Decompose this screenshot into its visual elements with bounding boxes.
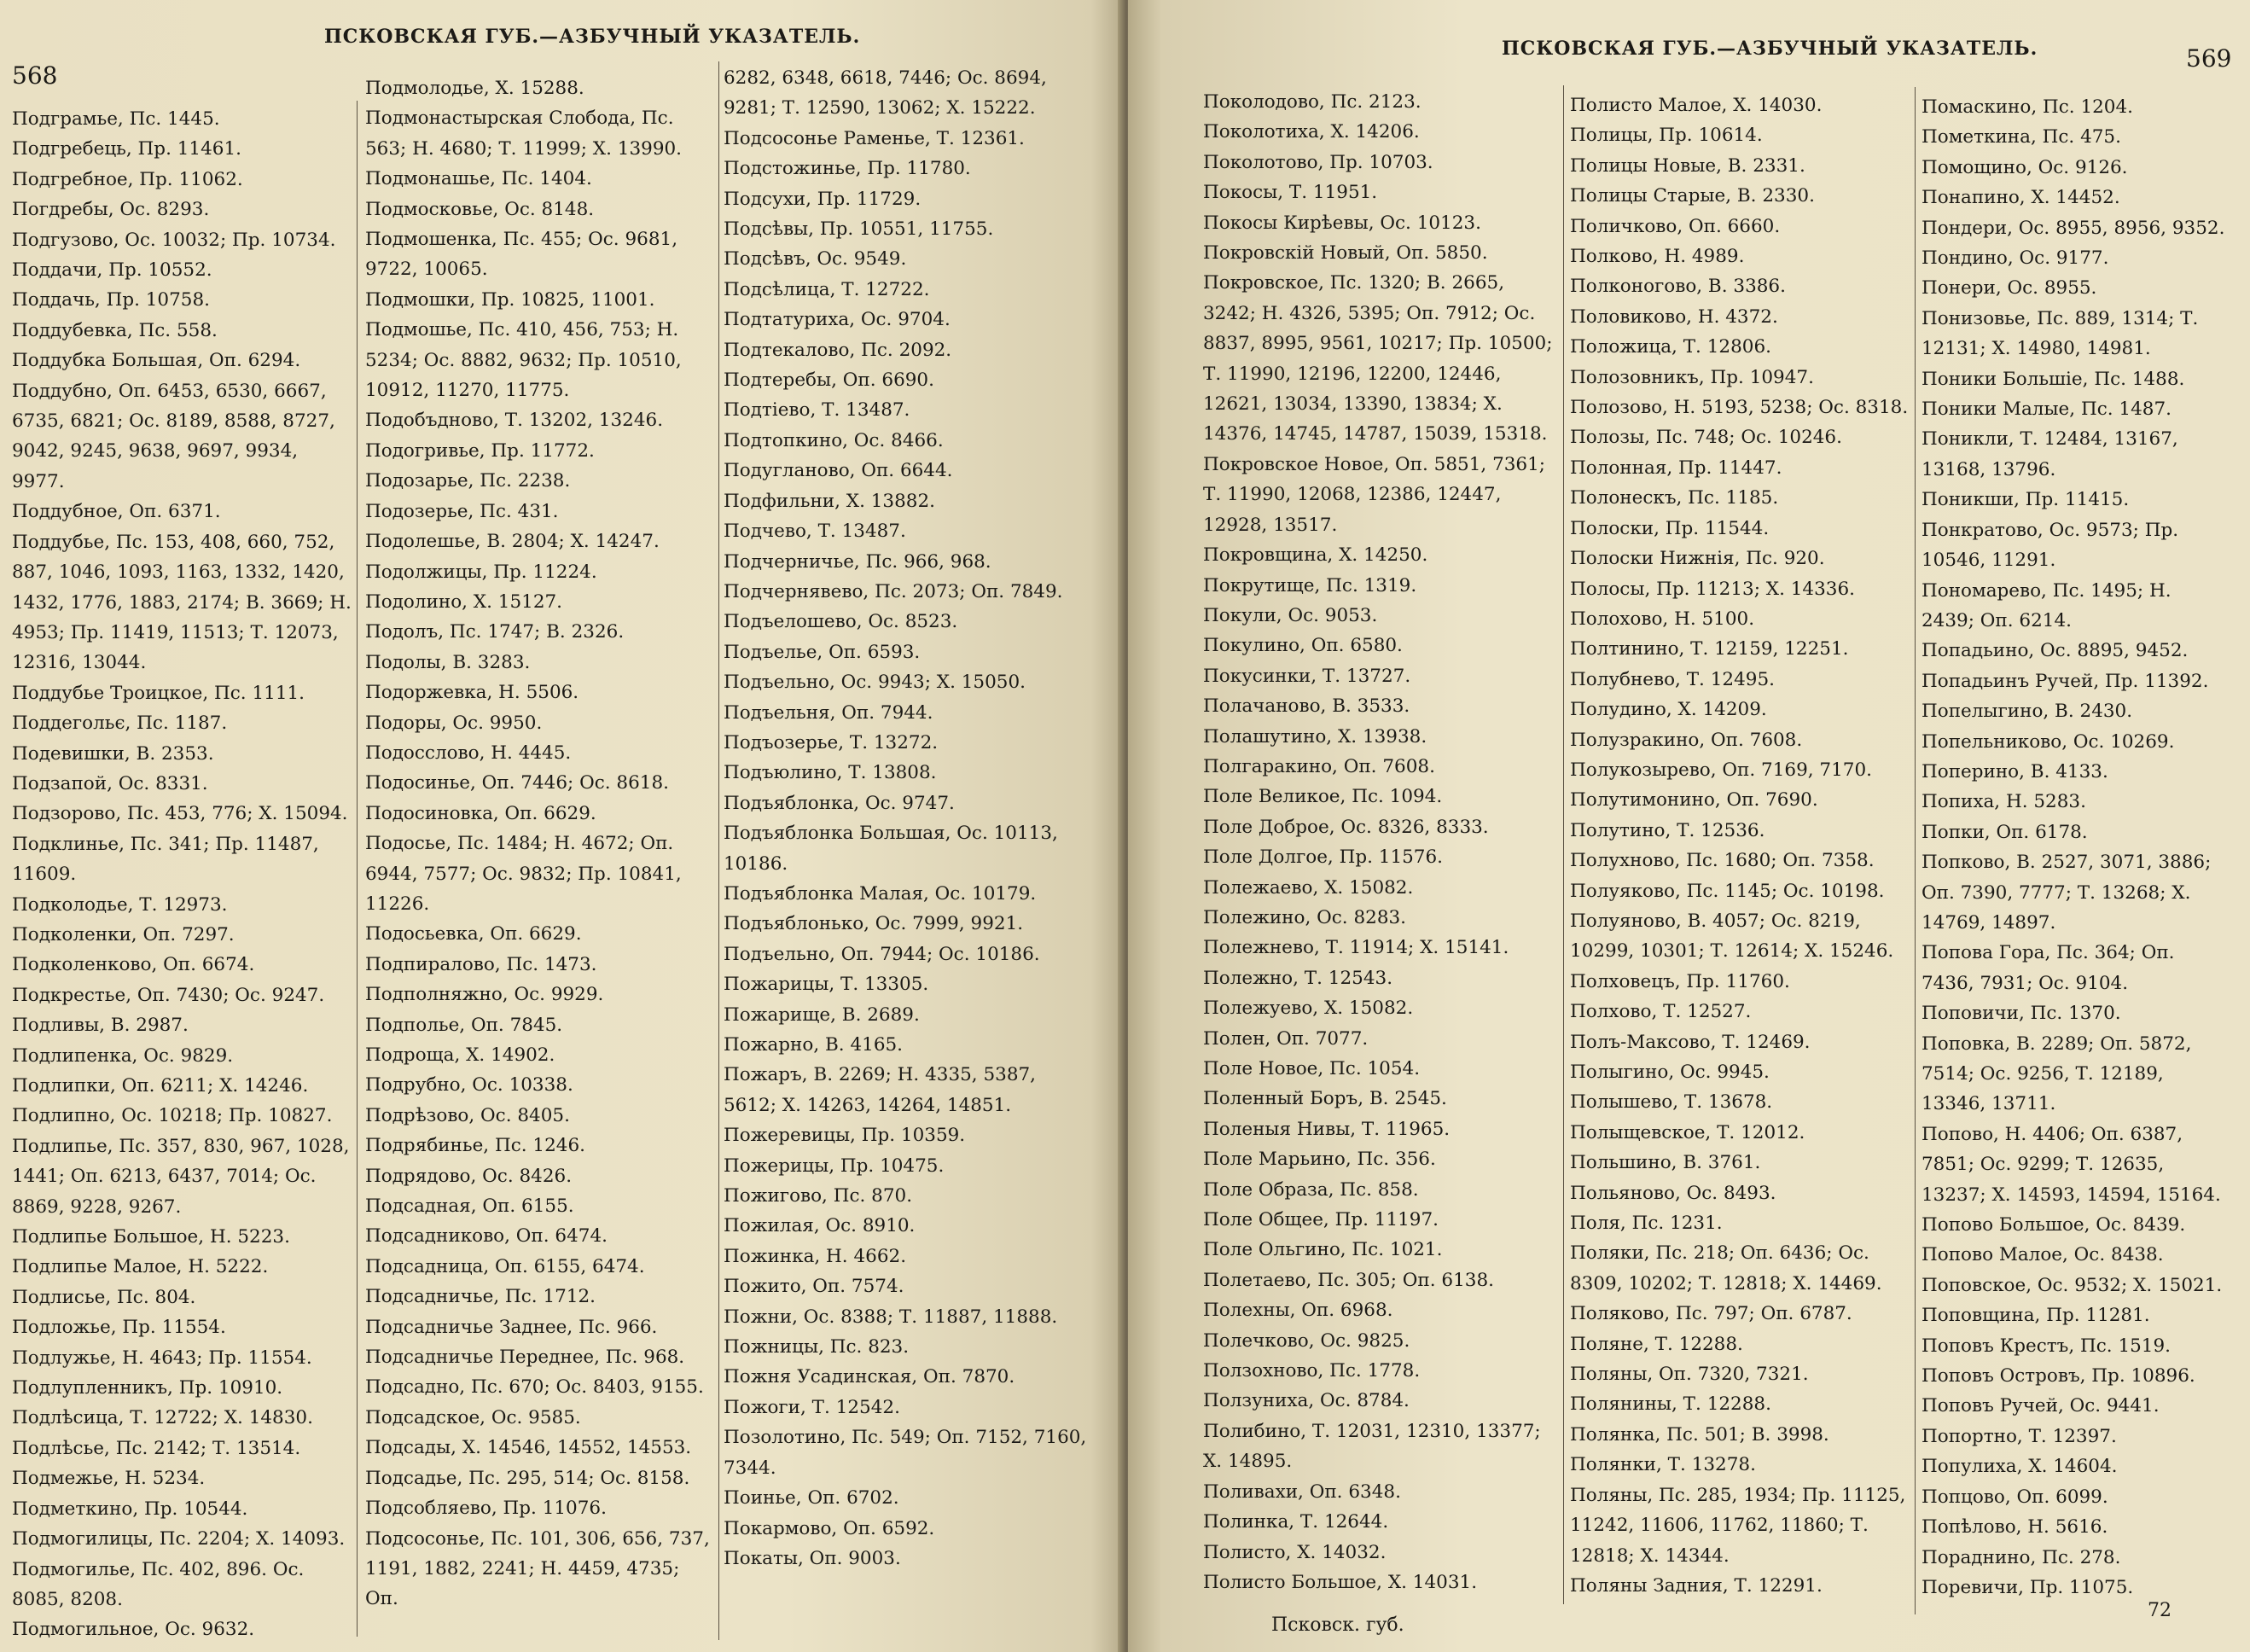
index-entry: Полехны, Оп. 6968. [1203, 1300, 1393, 1322]
page-footer-left: Псковск. губ. [1271, 1614, 1404, 1636]
index-entry: Полухново, Пс. 1680; Оп. 7358. [1570, 850, 1875, 872]
index-entry: Поповка, В. 2289; Оп. 5872, 7514; Ос. 9256, Т. 12189, 13346, 13711. [1922, 1032, 2192, 1115]
index-entry: Полгаракино, Оп. 7608. [1203, 755, 1435, 777]
index-entry: Пожаръ, В. 2269; Н. 4335, 5387, 5612; Х. 14263, 14264, 14851. [724, 1064, 1037, 1116]
page-footer-number: 72 [2148, 1600, 2172, 1621]
index-entry: Поинье, Оп. 6702. [724, 1487, 899, 1509]
index-entry: Пожарно, В. 4165. [724, 1034, 904, 1056]
index-entry: Подозерье, Пс. 431. [365, 500, 559, 522]
index-entry: Полково, Н. 4989. [1570, 246, 1745, 268]
index-entry: Подолы, В. 3283. [365, 651, 531, 673]
index-entry: Подмогилицы, Пс. 2204; Х. 14093. [12, 1528, 346, 1550]
index-entry: Поливахи, Оп. 6348. [1203, 1480, 1401, 1503]
index-entry: Полянка, Пс. 501; В. 3998. [1570, 1423, 1829, 1446]
index-entry: Подогривье, Пр. 11772. [365, 439, 595, 462]
index-entry: Поколодово, Пс. 2123. [1203, 91, 1422, 113]
index-entry: Подмошки, Пр. 10825, 11001. [365, 288, 655, 311]
index-entry: Подсадничье, Пс. 1712. [365, 1286, 596, 1308]
index-entry: Пожни, Ос. 8388; Т. 11887, 11888. [724, 1306, 1058, 1328]
index-entry: Полуяново, В. 4057; Ос. 8219, 10299, 10301; Т. 12614; Х. 15246. [1570, 910, 1894, 963]
index-entry: Полукозырево, Оп. 7169, 7170. [1570, 759, 1872, 781]
index-entry: Пондино, Ос. 9177. [1922, 247, 2109, 270]
index-entry: Подъельно, Оп. 7944; Ос. 10186. [724, 943, 1040, 965]
index-entry: Понери, Ос. 8955. [1922, 277, 2097, 300]
index-entry: Подгузово, Ос. 10032; Пр. 10734. [12, 229, 336, 251]
index-entry: Полутино, Т. 12536. [1570, 819, 1765, 841]
index-entry: Покармово, Оп. 6592. [724, 1517, 935, 1539]
right-page [1128, 0, 2250, 1652]
index-entry: Подъелошево, Ос. 8523. [724, 611, 958, 633]
index-entry: Подевишки, В. 2353. [12, 742, 214, 765]
index-entry: Подолъ, Пс. 1747; В. 2326. [365, 621, 625, 643]
index-entry: Помаскино, Пс. 1204. [1922, 96, 2133, 118]
index-entry: Поле Долгое, Пр. 11576. [1203, 846, 1444, 869]
index-entry: Поличково, Оп. 6660. [1570, 215, 1781, 237]
index-entry: Покусинки, Т. 13727. [1203, 665, 1411, 687]
index-entry: Поколотово, Пр. 10703. [1203, 151, 1433, 173]
index-entry: Полхово, Т. 12527. [1570, 1001, 1752, 1023]
index-entry: Подлипье Малое, Н. 5222. [12, 1256, 269, 1278]
index-entry: Поле Марьино, Пс. 356. [1203, 1149, 1436, 1171]
index-entry: Польяново, Ос. 8493. [1570, 1182, 1776, 1204]
index-entry: Полузракино, Оп. 7608. [1570, 729, 1803, 751]
index-entry: Поники Малые, Пс. 1487. [1922, 398, 2172, 421]
index-entry: Полонескъ, Пс. 1185. [1570, 487, 1779, 509]
index-entry: Подъяблонка Малая, Ос. 10179. [724, 882, 1037, 905]
index-entry: Поревичи, Пр. 11075. [1922, 1576, 2134, 1598]
index-entry: Подрядово, Ос. 8426. [365, 1165, 573, 1187]
index-entry: Подсадничье Заднее, Пс. 966. [365, 1316, 658, 1338]
index-entry: Подсѣвъ, Ос. 9549. [724, 248, 907, 270]
index-entry: Подлужье, Н. 4643; Пр. 11554. [12, 1347, 312, 1369]
index-entry: Подчерничье, Пс. 966, 968. [724, 550, 991, 573]
index-entry: Попцово, Оп. 6099. [1922, 1486, 2108, 1508]
index-entry: Подгребное, Пр. 11062. [12, 168, 243, 190]
index-entry: Подполье, Оп. 7845. [365, 1014, 563, 1036]
column-divider [357, 101, 358, 1637]
index-entry: Попово Большое, Ос. 8439. [1922, 1214, 2186, 1236]
index-entry: Поляне, Т. 12288. [1570, 1333, 1743, 1355]
index-entry: Помощино, Ос. 9126. [1922, 156, 2128, 178]
index-entry: Подмонашье, Пс. 1404. [365, 168, 592, 190]
index-entry: Подсосонье Раменье, Т. 12361. [724, 127, 1025, 149]
index-entry: Подлипно, Ос. 10218; Пр. 10827. [12, 1105, 333, 1127]
index-entry: Попадьинъ Ручей, Пр. 11392. [1922, 670, 2209, 692]
index-entry: Покровское, Пс. 1320; В. 2665, 3242; Н. 4326, 5395; Оп. 7912; Ос. 8837, 8995, 9561, 10217; Пр. 10500; Т. 11990, 12196, 12200, 12446, 12621, 13034, 13390, 13834; Х. 14376, 14745, 14787, 15039, 15318. [1203, 272, 1553, 445]
index-entry: Подъельня, Оп. 7944. [724, 701, 933, 724]
index-entry: Полинка, Т. 12644. [1203, 1511, 1389, 1533]
index-entry: Подтеребы, Оп. 6690. [724, 369, 934, 392]
index-entry: Подроща, Х. 14902. [365, 1044, 555, 1066]
index-entry: Полохово, Н. 5100. [1570, 608, 1755, 630]
index-entry: Подъелье, Оп. 6593. [724, 641, 921, 663]
index-entry: Покровскій Новый, Оп. 5850. [1203, 242, 1488, 265]
index-entry: Подсосонье, Пс. 101, 306, 656, 737, 1191, 1882, 2241; Н. 4459, 4735; Оп. [365, 1527, 710, 1610]
index-entry: Подъюлино, Т. 13808. [724, 762, 937, 784]
index-entry: Поле Образа, Пс. 858. [1203, 1178, 1419, 1201]
index-entry: Подосиновка, Оп. 6629. [365, 802, 596, 824]
index-entry: Полачаново, В. 3533. [1203, 695, 1410, 718]
column-divider [1915, 87, 1916, 1614]
index-entry: Полисто Малое, Х. 14030. [1570, 95, 1823, 116]
index-entry: Положица, Т. 12806. [1570, 336, 1771, 358]
page-header-right: ПСКОВСКАЯ ГУБ.—АЗБУЧНЫЙ УКАЗАТЕЛЬ. [1502, 38, 2038, 60]
index-entry: Позолотино, Пс. 549; Оп. 7152, 7160, 7344. [724, 1427, 1087, 1479]
index-entry: Попельниково, Ос. 10269. [1922, 730, 2175, 753]
index-entry: Подсѣлица, Т. 12722. [724, 278, 930, 300]
index-entry: Подтіево, Т. 13487. [724, 399, 910, 422]
index-entry: Полицы Новые, В. 2331. [1570, 154, 1805, 177]
index-entry: Подмосковье, Ос. 8148. [365, 198, 595, 220]
index-entry: Полежино, Ос. 8283. [1203, 906, 1407, 928]
index-entry: Полубнево, Т. 12495. [1570, 668, 1775, 690]
index-entry: Полтинино, Т. 12159, 12251. [1570, 638, 1849, 660]
index-entry: Погдребы, Ос. 8293. [12, 199, 210, 221]
index-entry: Понкратово, Ос. 9573; Пр. 10546, 11291. [1922, 519, 2179, 572]
index-entry: Подсадье, Пс. 295, 514; Ос. 8158. [365, 1467, 690, 1489]
index-entry: Подолжицы, Пр. 11224. [365, 561, 597, 583]
index-entry: Попортно, Т. 12397. [1922, 1425, 2117, 1447]
index-entry: Подметкино, Пр. 10544. [12, 1498, 248, 1520]
index-entry: Ползохново, Пс. 1778. [1203, 1360, 1421, 1382]
index-entry: Подкрестье, Оп. 7430; Ос. 9247. [12, 984, 325, 1006]
index-entry: Подсадское, Ос. 9585. [365, 1406, 581, 1428]
index-entry: Полуяково, Пс. 1145; Ос. 10198. [1570, 880, 1885, 902]
index-entry: Пономарево, Пс. 1495; Н. 2439; Оп. 6214. [1922, 579, 2172, 631]
index-entry: Пораднино, Пс. 278. [1922, 1546, 2121, 1568]
index-entry: Попѣлово, Н. 5616. [1922, 1516, 2108, 1539]
index-entry: Полыгино, Ос. 9945. [1570, 1062, 1770, 1083]
index-entry: Пожня Усадинская, Оп. 7870. [724, 1366, 1015, 1388]
index-entry: Поповъ Крестъ, Пс. 1519. [1922, 1335, 2172, 1357]
index-entry: Поколотиха, Х. 14206. [1203, 121, 1420, 143]
index-entry: Покули, Ос. 9053. [1203, 604, 1378, 626]
index-entry: Поддегольє, Пс. 1187. [12, 713, 228, 735]
index-entry: Пожилая, Ос. 8910. [724, 1215, 916, 1237]
index-entry: Подсобляево, Пр. 11076. [365, 1498, 607, 1520]
index-entry: Поленыя Нивы, Т. 11965. [1203, 1118, 1451, 1140]
index-entry: Покровщина, Х. 14250. [1203, 544, 1428, 567]
index-entry: Подъозерье, Т. 13272. [724, 731, 939, 753]
index-entry: Пожницы, Пс. 823. [724, 1336, 910, 1358]
index-entry: Подлипки, Оп. 6211; Х. 14246. [12, 1075, 309, 1096]
index-entry: Подполняжно, Ос. 9929. [365, 984, 604, 1006]
index-entry: Подмонастырская Слобода, Пс. 563; Н. 4680; Т. 11999; Х. 13990. [365, 108, 683, 160]
index-entry: Подоры, Ос. 9950. [365, 712, 543, 734]
index-entry: Попово Малое, Ос. 8438. [1922, 1244, 2164, 1266]
index-entry: Подъяблонка, Ос. 9747. [724, 792, 955, 814]
index-entry: Подстожинье, Пр. 11780. [724, 158, 971, 180]
index-entry: Польшино, В. 3761. [1570, 1152, 1761, 1174]
index-entry: Пометкина, Пс. 475. [1922, 126, 2121, 148]
index-entry: Поповъ Ручей, Ос. 9441. [1922, 1395, 2160, 1417]
index-entry: Подобъдново, Т. 13202, 13246. [365, 410, 664, 432]
index-entry: Популиха, Х. 14604. [1922, 1456, 2118, 1478]
index-entry: Поперино, В. 4133. [1922, 760, 2108, 782]
index-entry: Подлисье, Пс. 804. [12, 1286, 196, 1308]
index-entry: Половиково, Н. 4372. [1570, 305, 1778, 328]
index-entry: Поповщина, Пр. 11281. [1922, 1305, 2150, 1327]
index-entry: Попки, Оп. 6178. [1922, 821, 2088, 843]
index-entry: Поники Большіе, Пс. 1488. [1922, 368, 2185, 390]
index-entry: Подлѣсье, Пс. 2142; Т. 13514. [12, 1437, 301, 1459]
index-entry: Полыщевское, Т. 12012. [1570, 1121, 1805, 1143]
index-entry: Подосьевка, Оп. 6629. [365, 923, 582, 945]
index-entry: 6282, 6348, 6618, 7446; Ос. 8694, 9281; Т. 12590, 13062; Х. 15222. [724, 67, 1047, 119]
index-entry: Пожито, Оп. 7574. [724, 1276, 904, 1298]
index-entry: Пондери, Ос. 8955, 8956, 9352. [1922, 217, 2225, 239]
index-entry: Полашутино, Х. 13938. [1203, 725, 1427, 747]
index-entry: Подмогильное, Ос. 9632. [12, 1619, 255, 1641]
index-entry: Попово, Н. 4406; Оп. 6387, 7851; Ос. 9299; Т. 12635, 13237; Х. 14593, 14594, 15164. [1922, 1123, 2221, 1206]
index-entry: Подлѣсица, Т. 12722; Х. 14830. [12, 1407, 313, 1429]
index-entry: Подсухи, Пр. 11729. [724, 188, 922, 210]
index-entry: Покосы, Т. 11951. [1203, 182, 1378, 204]
index-entry: Попова Гора, Пс. 364; Оп. 7436, 7931; Ос. 9104. [1922, 942, 2175, 994]
index-entry: Полоски, Пр. 11544. [1570, 517, 1770, 539]
index-entry: Подлипье, Пс. 357, 830, 967, 1028, 1441; Оп. 6213, 6437, 7014; Ос. 8869, 9228, 9267. [12, 1135, 350, 1218]
page-number-left: 568 [12, 61, 58, 90]
index-entry: Подсадно, Пс. 670; Ос. 8403, 9155. [365, 1376, 704, 1399]
index-entry: Полечково, Ос. 9825. [1203, 1329, 1410, 1352]
index-entry: Полозовникъ, Пр. 10947. [1570, 366, 1814, 388]
index-entry: Полутимонино, Оп. 7690. [1570, 789, 1818, 811]
index-entry: Поддубье, Пс. 153, 408, 660, 752, 887, 1046, 1093, 1163, 1332, 1420, 1432, 1776, 1883, 2174; В. 3669; Н. 4953; Пр. 11419, 11513; Т. 12073, 12316, 13044. [12, 531, 352, 674]
index-entry: Подтопкино, Ос. 8466. [724, 429, 944, 451]
index-entry: Подгребець, Пр. 11461. [12, 138, 241, 160]
index-entry: Поддачь, Пр. 10758. [12, 289, 210, 311]
index-entry: Подугланово, Оп. 6644. [724, 460, 953, 482]
index-entry: Полежнево, Т. 11914; Х. 15141. [1203, 937, 1509, 959]
index-entry: Подколенки, Оп. 7297. [12, 923, 235, 945]
index-entry: Ползуниха, Ос. 8784. [1203, 1390, 1410, 1412]
index-entry: Подклинье, Пс. 341; Пр. 11487, 11609. [12, 833, 319, 886]
index-entry: Полянки, Т. 13278. [1570, 1454, 1756, 1476]
index-entry: Полетаево, Пс. 305; Оп. 6138. [1203, 1269, 1494, 1291]
index-entry: Покаты, Оп. 9003. [724, 1547, 901, 1569]
index-entry: Подчево, Т. 13487. [724, 521, 906, 543]
index-entry: Попелыгино, В. 2430. [1922, 701, 2133, 723]
index-entry: Подрубно, Ос. 10338. [365, 1074, 573, 1096]
index-entry: Полконогово, В. 3386. [1570, 276, 1786, 298]
index-entry: Покровское Новое, Оп. 5851, 7361; Т. 11990, 12068, 12386, 12447, 12928, 13517. [1203, 453, 1546, 536]
index-entry: Полежно, Т. 12543. [1203, 967, 1393, 989]
index-entry: Подмолодье, Х. 15288. [365, 78, 584, 99]
index-entry: Поляки, Пс. 218; Оп. 6436; Ос. 8309, 10202; Т. 12818; Х. 14469. [1570, 1242, 1882, 1294]
index-entry: Попадьино, Ос. 8895, 9452. [1922, 640, 2189, 662]
index-entry: Подложье, Пр. 11554. [12, 1317, 226, 1339]
index-entry: Подсады, Х. 14546, 14552, 14553. [365, 1437, 692, 1459]
index-entry: Поляны, Пс. 285, 1934; Пр. 11125, 11242, 11606, 11762, 11860; Т. 12818; Х. 14344. [1570, 1484, 1906, 1567]
index-entry: Подколенково, Оп. 6674. [12, 954, 255, 976]
left-column-1 [12, 104, 353, 1645]
index-entry: Подлипенка, Ос. 9829. [12, 1044, 234, 1067]
index-entry: Попиха, Н. 5283. [1922, 791, 2086, 813]
index-entry: Подлипье Большое, Н. 5223. [12, 1226, 290, 1248]
index-entry: Подфильни, Х. 13882. [724, 490, 935, 512]
index-entry: Подмежье, Н. 5234. [12, 1468, 206, 1490]
index-entry: Поле Ольгино, Пс. 1021. [1203, 1239, 1443, 1261]
index-entry: Пожинка, Н. 4662. [724, 1245, 907, 1267]
index-entry: Поповъ Островъ, Пр. 10896. [1922, 1365, 2195, 1387]
index-entry: Пожерицы, Пр. 10475. [724, 1155, 945, 1177]
right-column-3 [1922, 92, 2229, 1603]
index-entry: Подливы, В. 2987. [12, 1015, 189, 1037]
index-entry: Подмогилье, Пс. 402, 896. Ос. 8085, 8208. [12, 1558, 305, 1610]
index-entry: Полибино, Т. 12031, 12310, 13377; Х. 14895. [1203, 1420, 1541, 1473]
index-entry: Поляны, Оп. 7320, 7321. [1570, 1364, 1809, 1386]
page-header-left: ПСКОВСКАЯ ГУБ.—АЗБУЧНЫЙ УКАЗАТЕЛЬ. [324, 26, 861, 48]
index-entry: Покосы Кирѣевы, Ос. 10123. [1203, 212, 1481, 234]
index-entry: Подпиралово, Пс. 1473. [365, 953, 597, 975]
index-entry: Подсадница, Оп. 6155, 6474. [365, 1255, 645, 1277]
index-entry: Подозарье, Пс. 2238. [365, 470, 571, 492]
index-entry: Полонная, Пр. 11447. [1570, 457, 1782, 479]
index-entry: Подчернявево, Пс. 2073; Оп. 7849. [724, 580, 1063, 602]
index-entry: Пожарицы, Т. 13305. [724, 974, 929, 996]
index-entry: Полъ-Максово, Т. 12469. [1570, 1031, 1811, 1053]
index-entry: Попково, В. 2527, 3071, 3886; Оп. 7390, 7777; Т. 13268; Х. 14769, 14897. [1922, 852, 2212, 934]
index-entry: Поле Доброе, Ос. 8326, 8333. [1203, 816, 1489, 838]
index-entry: Подмошье, Пс. 410, 456, 753; Н. 5234; Ос. 8882, 9632; Пр. 10510, 10912, 11270, 11775. [365, 319, 682, 402]
right-column-2 [1570, 90, 1911, 1601]
index-entry: Поле Великое, Пс. 1094. [1203, 786, 1443, 808]
index-entry: Подсѣвы, Пр. 10551, 11755. [724, 218, 994, 241]
index-entry: Поляково, Пс. 797; Оп. 6787. [1570, 1303, 1852, 1325]
index-entry: Подграмье, Пс. 1445. [12, 108, 220, 130]
index-entry: Полисто, Х. 14032. [1203, 1541, 1387, 1563]
index-entry: Полоски Нижнія, Пс. 920. [1570, 548, 1825, 570]
index-entry: Поповичи, Пс. 1370. [1922, 1003, 2121, 1025]
index-entry: Полисто Большое, Х. 14031. [1203, 1571, 1478, 1593]
index-entry: Полен, Оп. 7077. [1203, 1027, 1369, 1050]
index-entry: Полежуево, Х. 15082. [1203, 998, 1414, 1020]
index-entry: Покрутище, Пс. 1319. [1203, 574, 1417, 596]
index-entry: Поддубное, Оп. 6371. [12, 501, 221, 523]
index-entry: Поленный Боръ, В. 2545. [1203, 1088, 1447, 1110]
index-entry: Полышево, Т. 13678. [1570, 1091, 1773, 1114]
index-entry: Полозово, Н. 5193, 5238; Ос. 8318. [1570, 397, 1909, 419]
index-entry: Подзапой, Ос. 8331. [12, 772, 208, 794]
index-entry: Подосслово, Н. 4445. [365, 742, 572, 764]
index-entry: Поляны Задния, Т. 12291. [1570, 1574, 1823, 1597]
index-entry: Понапино, Х. 14452. [1922, 187, 2120, 209]
index-entry: Пожоги, Т. 12542. [724, 1396, 900, 1418]
column-divider [1563, 85, 1564, 1604]
index-entry: Полудино, Х. 14209. [1570, 699, 1767, 721]
index-entry: Поля, Пс. 1231. [1570, 1213, 1723, 1235]
index-entry: Подоржевка, Н. 5506. [365, 682, 579, 704]
column-divider [718, 61, 719, 1640]
index-entry: Поддубье Троицкое, Пс. 1111. [12, 682, 305, 704]
index-entry: Покулино, Оп. 6580. [1203, 635, 1403, 657]
index-entry: Поддубка Большая, Оп. 6294. [12, 350, 301, 372]
index-entry: Полховецъ, Пр. 11760. [1570, 970, 1790, 992]
index-entry: Полицы Старые, В. 2330. [1570, 185, 1815, 207]
index-entry: Подмошенка, Пс. 455; Ос. 9681, 9722, 10065. [365, 229, 678, 281]
index-entry: Полянины, Т. 12288. [1570, 1393, 1771, 1416]
index-entry: Поникли, Т. 12484, 13167, 13168, 13796. [1922, 428, 2178, 480]
index-entry: Полицы, Пр. 10614. [1570, 125, 1763, 147]
page-number-right: 569 [2186, 44, 2232, 73]
index-entry: Подрябинье, Пс. 1246. [365, 1135, 585, 1157]
index-entry: Подсадная, Оп. 6155. [365, 1195, 574, 1218]
index-entry: Подолино, Х. 15127. [365, 590, 563, 613]
index-entry: Подрѣзово, Ос. 8405. [365, 1104, 570, 1126]
index-entry: Поле Новое, Пс. 1054. [1203, 1058, 1421, 1079]
index-entry: Полежаево, Х. 15082. [1203, 876, 1414, 899]
index-entry: Поддубно, Оп. 6453, 6530, 6667, 6735, 6821; Ос. 8189, 8588, 8727, 9042, 9245, 9638, 9697, 9934, 9977. [12, 380, 335, 492]
index-entry: Подтатуриха, Ос. 9704. [724, 309, 951, 331]
index-entry: Полосы, Пр. 11213; Х. 14336. [1570, 578, 1855, 600]
index-entry: Подолешье, В. 2804; Х. 14247. [365, 531, 660, 553]
index-entry: Подъяблонько, Ос. 7999, 9921. [724, 913, 1024, 935]
left-column-3 [724, 63, 1090, 1573]
index-entry: Подъельно, Ос. 9943; Х. 15050. [724, 672, 1026, 694]
index-entry: Полозы, Пс. 748; Ос. 10246. [1570, 427, 1842, 449]
index-entry: Подъяблонка Большая, Ос. 10113, 10186. [724, 823, 1058, 875]
index-entry: Подосье, Пс. 1484; Н. 4672; Оп. 6944, 7577; Ос. 9832; Пр. 10841, 11226. [365, 833, 682, 915]
right-column-1 [1203, 87, 1560, 1597]
index-entry: Поддубевка, Пс. 558. [12, 319, 218, 341]
left-column-2 [365, 73, 715, 1614]
index-entry: Поповское, Ос. 9532; Х. 15021. [1922, 1274, 2223, 1296]
index-entry: Поле Общее, Пр. 11197. [1203, 1209, 1439, 1231]
index-entry: Пожигово, Пс. 870. [724, 1185, 913, 1207]
index-entry: Поддачи, Пр. 10552. [12, 259, 212, 282]
index-entry: Подсадниково, Оп. 6474. [365, 1225, 608, 1248]
index-entry: Понизовье, Пс. 889, 1314; Т. 12131; Х. 14980, 14981. [1922, 307, 2199, 360]
index-entry: Подзорово, Пс. 453, 776; Х. 15094. [12, 803, 348, 825]
index-entry: Пожеревицы, Пр. 10359. [724, 1125, 966, 1147]
index-entry: Подлупленникъ, Пр. 10910. [12, 1377, 283, 1399]
index-entry: Подколодье, Т. 12973. [12, 893, 228, 916]
index-entry: Поникши, Пр. 11415. [1922, 489, 2130, 511]
index-entry: Подосинье, Оп. 7446; Ос. 8618. [365, 772, 669, 794]
index-entry: Пожарище, В. 2689. [724, 1003, 920, 1026]
index-entry: Подсадничье Переднее, Пс. 968. [365, 1347, 685, 1369]
index-entry: Подтекалово, Пс. 2092. [724, 339, 952, 361]
